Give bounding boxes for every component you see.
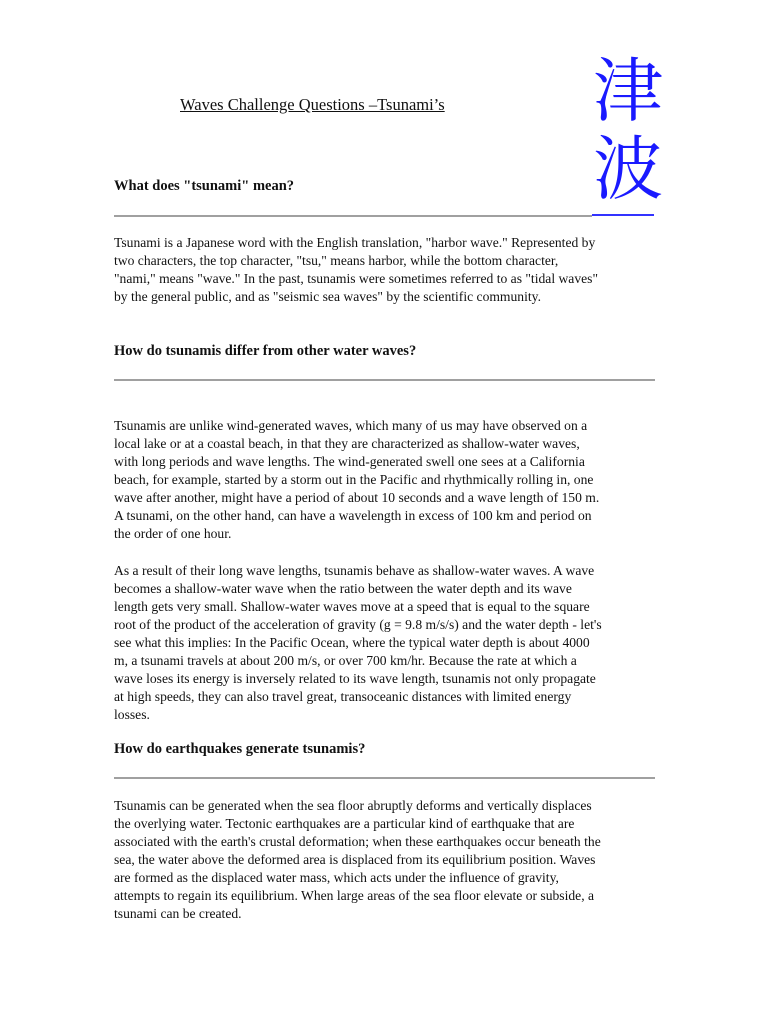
question-heading: How do earthquakes generate tsunamis? [114,741,366,757]
text-line: tsunami can be created. [114,906,242,921]
text-line: local lake or at a coastal beach, in that they are characterized as shallow-water waves, [114,436,580,451]
answer-paragraph [114,797,654,923]
text-line: beach, for example, started by a storm out in the Pacific and rhythmically rolling in, one [114,472,594,487]
text-line: sea, the water above the deformed area is displaced from its equilibrium position. Waves [114,852,596,867]
text-line: Tsunamis can be generated when the sea floor abruptly deforms and vertically displaces [114,798,592,813]
answer-paragraph [114,234,654,306]
page-title: Waves Challenge Questions –Tsunami’s [180,95,445,114]
answer-paragraph [114,417,654,543]
text-line: Tsunamis are unlike wind-generated waves, which many of us may have observed on a [114,418,588,433]
text-line: are formed as the displaced water mass, which acts under the influence of gravity, [114,870,559,885]
text-line: A tsunami, on the other hand, can have a wavelength in excess of 100 km and period on [114,508,592,523]
text-line: the overlying water. Tectonic earthquakes are a particular kind of earthquake that are [114,816,575,831]
kanji-tsu: 津 [593,50,663,132]
kanji-underline [592,214,654,216]
text-line: length gets very small. Shallow-water waves move at a speed that is equal to the square [114,599,590,614]
text-line: root of the product of the acceleration of gravity (g = 9.8 m/s/s) and the water depth - let's [114,617,602,632]
section-divider [114,215,592,217]
section-divider [114,777,655,779]
text-line: "nami," means "wave." In the past, tsunamis were sometimes referred to as "tidal waves" [114,271,599,286]
text-line: at high speeds, they can also travel great, transoceanic distances with limited energy [114,689,572,704]
text-line: see what this implies: In the Pacific Ocean, where the typical water depth is about 4000 [114,635,590,650]
text-line: by the general public, and as "seismic sea waves" by the scientific community. [114,289,541,304]
text-line: with long periods and wave lengths. The wind-generated swell one sees at a California [114,454,585,469]
text-line: wave loses its energy is inversely related to its wave length, tsunamis not only propagate [114,671,596,686]
text-line: m, a tsunami travels at about 200 m/s, or over 700 km/hr. Because the rate at which a [114,653,577,668]
text-line: associated with the earth's crustal deformation; when these earthquakes occur beneath the [114,834,601,849]
text-line: Tsunami is a Japanese word with the English translation, "harbor wave." Represented by [114,235,596,250]
text-line: becomes a shallow-water wave when the ratio between the water depth and its wave [114,581,572,596]
text-line: As a result of their long wave lengths, tsunamis behave as shallow-water waves. A wave [114,563,595,578]
text-line: the order of one hour. [114,526,232,541]
text-line: two characters, the top character, "tsu," means harbor, while the bottom character, [114,253,559,268]
answer-paragraph [114,562,654,724]
text-line: wave after another, might have a period of about 10 seconds and a wave length of 150 m. [114,490,600,505]
question-heading: How do tsunamis differ from other water waves? [114,343,417,359]
text-line: attempts to regain its equilibrium. When large areas of the sea floor elevate or subside, a [114,888,595,903]
tsunami-kanji [592,52,664,208]
text-line: losses. [114,707,150,722]
section-divider [114,379,655,381]
question-heading: What does "tsunami" mean? [114,178,295,194]
kanji-nami: 波 [593,128,663,210]
